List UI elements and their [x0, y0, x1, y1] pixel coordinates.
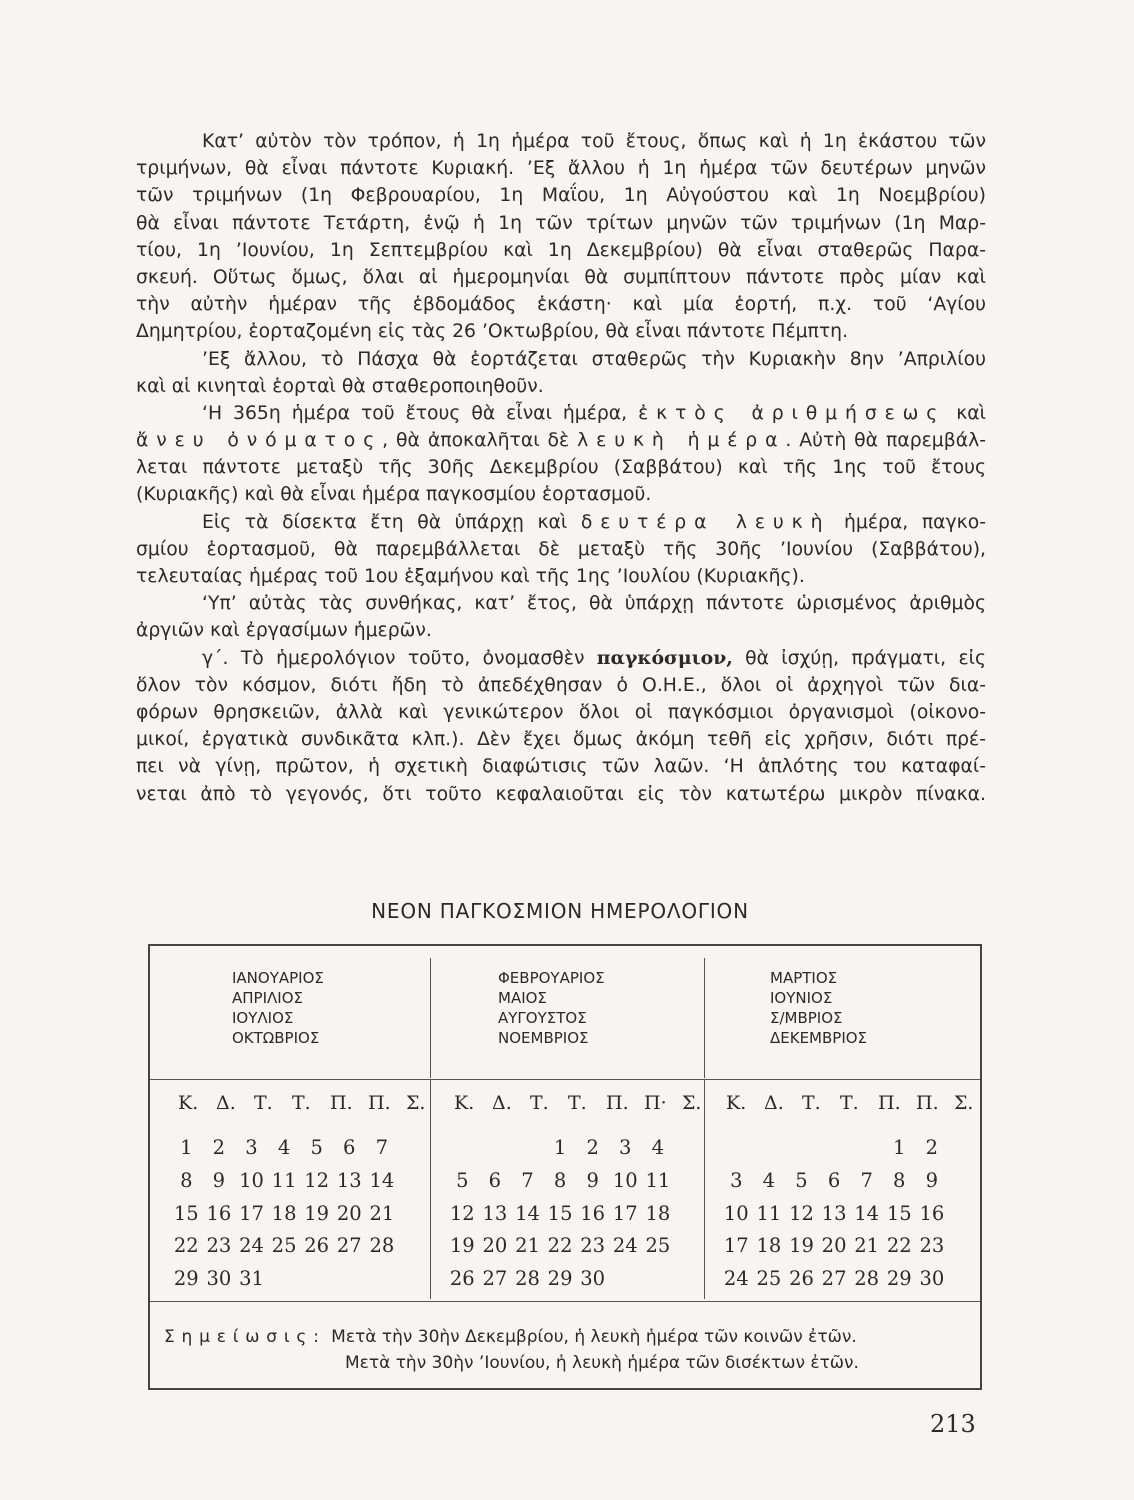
- month-name: ΑΠΡΙΛΙΟΣ: [232, 989, 303, 1007]
- page-number: 213: [930, 1410, 976, 1438]
- day-cell: 26: [304, 1234, 330, 1258]
- day-cell: 19: [789, 1234, 814, 1258]
- month-name: ΦΕΒΡΟΥΑΡΙΟΣ: [498, 969, 605, 987]
- day-cell: 11: [271, 1168, 297, 1192]
- text-line: Δημητρίου, ἑορταζομένη εἰς τὰς 26 ’Οκτωβρίου, θὰ εἶναι πάντοτε Πέμπτη.: [136, 321, 849, 343]
- text-line: μικοί, ἐργατικὰ συνδικᾶτα κλπ.). Δὲν ἔχει ὅμως ἀκόμη τεθῆ εἰς χρῆσιν, διότι πρέ-: [136, 729, 986, 751]
- text-line: τὴν αὐτὴν ἡμέραν τῆς ἑβδομάδος ἑκάστη· καὶ μία ἑορτή, π.χ. τοῦ ‘Αγίου: [136, 294, 986, 316]
- text-line: [136, 427, 986, 454]
- text-line: [136, 509, 986, 536]
- day-cell: 26: [789, 1267, 814, 1291]
- day-cell: 16: [919, 1201, 945, 1225]
- day-cell: 21: [515, 1234, 540, 1258]
- day-cell: 18: [271, 1201, 297, 1225]
- day-cell: 20: [482, 1234, 508, 1258]
- day-cell: 13: [482, 1201, 508, 1225]
- week-row: [170, 1198, 398, 1231]
- day-cell: 6: [827, 1168, 841, 1192]
- week-row: [170, 1230, 398, 1263]
- day-cell: 24: [239, 1234, 264, 1258]
- day-cell: 9: [212, 1168, 226, 1192]
- weekday-label: Κ.: [178, 1092, 199, 1114]
- header-divider: [150, 1079, 980, 1080]
- column-divider: [704, 958, 705, 1078]
- spaced-emphasis: λευκὴ ἡμέρα: [577, 430, 786, 452]
- day-cell: 9: [586, 1168, 599, 1192]
- weekday-label: Δ.: [764, 1092, 784, 1114]
- day-cell: 25: [645, 1234, 671, 1258]
- day-cell: [609, 1263, 642, 1296]
- week-row: [720, 1198, 948, 1231]
- day-cell: 5: [795, 1168, 808, 1192]
- day-cell: 4: [277, 1136, 291, 1159]
- text-line: καὶ αἱ κινηταὶ ἑορταὶ θὰ σταθεροποιηθοῦν.: [136, 375, 544, 397]
- week-row: [446, 1198, 674, 1231]
- text-line: φόρων θρησκειῶν, ἀλλὰ καὶ γενικώτερον ὅλοι οἱ παγκόσμιοι ὀργανισμοὶ (οἰκονο-: [136, 701, 986, 723]
- week-row: [170, 1165, 398, 1198]
- weekday-label: Π·: [644, 1092, 667, 1114]
- calendar-note: [164, 1324, 859, 1376]
- calendar-table: [148, 944, 982, 1390]
- text-line: τῶν τριμήνων (1η Φεβρουαρίου, 1η Μαΐου, 1η Αὐγούστου καὶ 1η Νοεμβρίου): [136, 185, 986, 207]
- day-cell: 3: [730, 1168, 743, 1192]
- day-cell: 9: [925, 1168, 939, 1192]
- day-cell: 10: [239, 1168, 264, 1192]
- month-name: ΟΚΤΩΒΡΙΟΣ: [232, 1029, 320, 1047]
- weekday-label: Π.: [368, 1092, 391, 1114]
- day-cell: 19: [304, 1201, 330, 1225]
- text-run: ‘Η 365η ἡμέρα τοῦ ἔτους θὰ εἶναι ἡμέρα,: [202, 402, 628, 424]
- day-cell: 3: [245, 1136, 258, 1159]
- day-cell: 21: [854, 1234, 880, 1258]
- text-line: τελευταίας ἡμέρας τοῦ 1ου ἑξαμήνου καὶ τῆς 1ης ’Ιουλίου (Κυριακῆς).: [136, 566, 805, 587]
- day-cell: [850, 1132, 883, 1165]
- month-name: Σ/ΜΒΡΙΟΣ: [770, 1009, 843, 1027]
- month-name: ΙΑΝΟΥΑΡΙΟΣ: [232, 969, 324, 987]
- calendar-title: ΝΕΟΝ ΠΑΓΚΟΣΜΙΟΝ ΗΜΕΡΟΛΟΓΙΟΝ: [371, 899, 749, 923]
- month-name: ΙΟΥΛΙΟΣ: [232, 1009, 294, 1027]
- day-cell: 18: [756, 1234, 782, 1258]
- spaced-emphasis: ἐκτὸς ἀριθμήσεως: [638, 402, 946, 424]
- day-cell: 4: [651, 1136, 665, 1159]
- day-cell: 22: [173, 1234, 199, 1258]
- text-line: νεται ἀπὸ τὸ γεγονός, ὅτι τοῦτο κεφαλαιοῦται εἰς τὸν κατωτέρω μικρὸν πίνακα.: [136, 783, 986, 805]
- day-cell: 15: [886, 1201, 912, 1225]
- day-cell: 8: [180, 1168, 193, 1192]
- weekday-header-2: [454, 1092, 720, 1114]
- day-cell: 17: [612, 1201, 638, 1225]
- day-cell: 4: [762, 1168, 776, 1192]
- day-cell: 27: [336, 1234, 362, 1258]
- day-cell: 18: [645, 1201, 671, 1225]
- weekday-label: Π.: [878, 1092, 901, 1114]
- weekday-header-1: [178, 1092, 444, 1114]
- day-cell: 23: [206, 1234, 232, 1258]
- day-cell: 22: [547, 1234, 573, 1258]
- weekday-label: Σ.: [682, 1092, 702, 1114]
- month-name: ΑΥΓΟΥΣΤΟΣ: [498, 1009, 587, 1027]
- day-cell: [268, 1263, 301, 1296]
- text-line: ἀργιῶν καὶ ἐργασίμων ἡμερῶν.: [136, 620, 432, 642]
- text-line: τίου, 1η ’Ιουνίου, 1η Σεπτεμβρίου καὶ 1η Δεκεμβρίου) θὰ εἶναι σταθερῶς Παρα-: [136, 239, 986, 261]
- day-cell: 14: [854, 1201, 880, 1225]
- day-cell: 28: [515, 1267, 540, 1291]
- weekday-header-3: [726, 1092, 992, 1114]
- day-cell: 22: [886, 1234, 912, 1258]
- text-line: πει νὰ γίνῃ, πρῶτον, ἡ σχετικὴ διαφώτισις τῶν λαῶν. ‘Η ἁπλότης του καταφαί-: [136, 756, 986, 778]
- day-cell: 11: [756, 1201, 782, 1225]
- month-group-1: [232, 968, 324, 1048]
- text-line: τριμήνων, θὰ εἶναι πάντοτε Κυριακή. ’Εξ ἄλλου ἡ 1η ἡμέρα τῶν δευτέρων μηνῶν: [136, 158, 986, 180]
- text-line: Κατ’ αὐτὸν τὸν τρόπον, ἡ 1η ἡμέρα τοῦ ἔτους, ὅπως καὶ ἡ 1η ἑκάστου τῶν: [202, 131, 986, 152]
- day-cell: [366, 1263, 399, 1296]
- text-run: . Αὐτὴ θὰ παρεμβάλ-: [785, 430, 986, 452]
- bold-term: παγκόσμιον,: [596, 646, 733, 669]
- text-run: γ΄. Τὸ ἡμερολόγιον τοῦτο, ὀνομασθὲν: [202, 647, 585, 669]
- day-cell: 13: [336, 1168, 362, 1192]
- day-cell: 8: [893, 1168, 906, 1192]
- day-cell: 1: [893, 1136, 906, 1159]
- day-cell: 28: [854, 1267, 880, 1291]
- day-cell: 1: [553, 1136, 567, 1159]
- day-cell: 29: [886, 1267, 912, 1291]
- day-cell: 30: [206, 1267, 232, 1291]
- day-cell: 20: [821, 1234, 847, 1258]
- day-cell: 13: [821, 1201, 847, 1225]
- month-name: ΔΕΚΕΜΒΡΙΟΣ: [770, 1029, 868, 1047]
- week-row: [446, 1132, 674, 1165]
- week-row: [446, 1165, 674, 1198]
- day-cell: 5: [310, 1136, 323, 1159]
- note-line: [164, 1324, 859, 1350]
- weekday-label: Π.: [916, 1092, 939, 1114]
- day-cell: 14: [369, 1168, 395, 1192]
- month-name: ΜΑΙΟΣ: [498, 989, 547, 1007]
- weekday-label: Σ.: [954, 1092, 974, 1114]
- text-run: ἡμέρα, παγκο-: [844, 511, 986, 533]
- week-row: [446, 1230, 674, 1263]
- text-line: σμίου ἑορτασμοῦ, θὰ παρεμβάλλεται δὲ μεταξὺ τῆς 30ῆς ’Ιουνίου (Σαββάτου),: [136, 538, 986, 560]
- day-cell: 6: [488, 1168, 502, 1192]
- week-row: [170, 1263, 398, 1296]
- weekday-label: Σ.: [406, 1092, 426, 1114]
- weekday-label: Τ.: [254, 1092, 273, 1114]
- text-run: θὰ ἰσχύῃ, πράγματι, εἰς: [745, 647, 986, 669]
- day-cell: 21: [369, 1201, 395, 1225]
- column-divider: [430, 958, 431, 1078]
- week-row: [446, 1263, 674, 1296]
- text-line: ’Εξ ἄλλου, τὸ Πάσχα θὰ ἑορτάζεται σταθερῶς τὴν Κυριακὴν 8ην ’Απριλίου: [202, 348, 986, 370]
- day-cell: 23: [580, 1234, 606, 1258]
- text-run: καὶ: [956, 402, 986, 424]
- month-group-2: [498, 968, 605, 1048]
- day-cell: 12: [449, 1201, 475, 1225]
- week-row: [170, 1132, 398, 1165]
- day-cell: 25: [271, 1234, 297, 1258]
- day-cell: 2: [212, 1136, 226, 1159]
- note-text: Μετὰ τὴν 30ὴν Δεκεμβρίου, ἡ λευκὴ ἡμέρα τῶν κοινῶν ἐτῶν.: [331, 1327, 857, 1347]
- day-cell: [785, 1132, 818, 1165]
- text-line: σκευή. Οὕτως ὅμως, ὅλαι αἱ ἡμερομηνίαι θὰ συμπίπτουν πάντοτε πρὸς μίαν καὶ: [136, 266, 986, 288]
- day-cell: 16: [580, 1201, 606, 1225]
- day-cell: 10: [612, 1168, 638, 1192]
- day-cell: 29: [173, 1267, 199, 1291]
- day-cell: 8: [553, 1168, 567, 1192]
- day-cell: 2: [925, 1136, 939, 1159]
- day-cell: 12: [304, 1168, 330, 1192]
- text-run: , θὰ ἀποκαλῆται δὲ: [382, 430, 570, 452]
- day-cell: 5: [456, 1168, 469, 1192]
- text-line: θὰ εἶναι πάντοτε Τετάρτη, ἐνῷ ἡ 1η τῶν τρίτων μηνῶν τῶν τριμήνων (1η Μαρ-: [136, 212, 986, 234]
- text-line: ὅλον τὸν κόσμον, διότι ἤδη τὸ ἀπεδέχθησαν ὁ Ο.Η.Ε., ὅλοι οἱ ἀρχηγοὶ τῶν δια-: [136, 674, 986, 696]
- day-cell: 15: [547, 1201, 573, 1225]
- weekday-label: Τ.: [292, 1092, 311, 1114]
- day-cell: 16: [206, 1201, 232, 1225]
- weekday-label: Δ.: [216, 1092, 236, 1114]
- day-cell: [300, 1263, 333, 1296]
- text-line: ‘Υπ’ αὐτὰς τὰς συνθήκας, κατ’ ἔτος, θὰ ὑπάρχῃ πάντοτε ὡρισμένος ἀριθμὸς: [202, 593, 986, 615]
- month-name: ΙΟΥΝΙΟΣ: [770, 989, 833, 1007]
- day-cell: 1: [180, 1136, 193, 1159]
- day-cell: [753, 1132, 786, 1165]
- day-cell: 26: [449, 1267, 475, 1291]
- day-cell: [642, 1263, 675, 1296]
- text-line: [136, 645, 986, 672]
- day-cell: 14: [515, 1201, 540, 1225]
- week-row: [720, 1165, 948, 1198]
- day-cell: 20: [336, 1201, 362, 1225]
- day-cell: 19: [449, 1234, 475, 1258]
- day-cell: 17: [239, 1201, 264, 1225]
- day-cell: 11: [645, 1168, 671, 1192]
- day-cell: [720, 1132, 753, 1165]
- day-cell: 12: [789, 1201, 814, 1225]
- day-cell: [446, 1132, 479, 1165]
- day-grid-1: [170, 1132, 398, 1296]
- day-cell: [479, 1132, 512, 1165]
- day-cell: 23: [919, 1234, 945, 1258]
- day-grid-3: [720, 1132, 948, 1296]
- day-cell: 31: [239, 1267, 264, 1291]
- day-cell: [333, 1263, 366, 1296]
- weekday-label: Π.: [606, 1092, 629, 1114]
- day-cell: 7: [860, 1168, 873, 1192]
- day-cell: 17: [723, 1234, 749, 1258]
- text-line: [136, 400, 986, 427]
- week-row: [720, 1263, 948, 1296]
- weekday-label: Δ.: [492, 1092, 512, 1114]
- day-cell: 27: [482, 1267, 508, 1291]
- day-cell: [818, 1132, 851, 1165]
- weekday-label: Τ.: [802, 1092, 821, 1114]
- day-cell: 2: [586, 1136, 599, 1159]
- text-line: λεται πάντοτε μεταξὺ τῆς 30ῆς Δεκεμβρίου (Σαββάτου) καὶ τῆς 1ης τοῦ ἔτους: [136, 457, 986, 479]
- note-line: Μετὰ τὴν 30ὴν ’Ιουνίου, ἡ λευκὴ ἡμέρα τῶν δισέκτων ἐτῶν.: [345, 1353, 859, 1373]
- body-text: [136, 128, 986, 808]
- text-run: Εἰς τὰ δίσεκτα ἔτη θὰ ὑπάρχῃ καὶ: [202, 511, 568, 533]
- spaced-emphasis: δευτέρα λευκὴ: [580, 511, 831, 533]
- day-cell: 28: [369, 1234, 395, 1258]
- month-name: ΜΑΡΤΙΟΣ: [770, 969, 838, 987]
- day-cell: 27: [821, 1267, 847, 1291]
- month-group-3: [770, 968, 867, 1048]
- day-cell: 29: [547, 1267, 573, 1291]
- day-cell: 30: [919, 1267, 945, 1291]
- week-row: [720, 1230, 948, 1263]
- text-line: (Κυριακῆς) καὶ θὰ εἶναι ἡμέρα παγκοσμίου ἑορτασμοῦ.: [136, 484, 652, 506]
- day-cell: 24: [723, 1267, 749, 1291]
- day-cell: 10: [723, 1201, 749, 1225]
- footer-divider: [150, 1301, 980, 1302]
- week-row: [720, 1132, 948, 1165]
- month-name: ΝΟΕΜΒΡΙΟΣ: [498, 1029, 589, 1047]
- day-cell: 15: [173, 1201, 199, 1225]
- day-cell: 25: [756, 1267, 782, 1291]
- day-cell: 7: [521, 1168, 534, 1192]
- weekday-label: Κ.: [726, 1092, 747, 1114]
- day-cell: 24: [612, 1234, 638, 1258]
- note-label: Σημείωσις:: [164, 1327, 326, 1347]
- spaced-emphasis: ἄνευ ὀνόματος: [136, 430, 383, 452]
- day-cell: 7: [375, 1136, 389, 1159]
- weekday-label: Τ.: [530, 1092, 549, 1114]
- day-cell: 6: [343, 1136, 356, 1159]
- day-cell: [511, 1132, 544, 1165]
- weekday-label: Τ.: [568, 1092, 587, 1114]
- weekday-label: Κ.: [454, 1092, 475, 1114]
- day-cell: 30: [580, 1267, 606, 1291]
- day-grid-2: [446, 1132, 674, 1296]
- day-cell: 3: [619, 1136, 632, 1159]
- weekday-label: Π.: [330, 1092, 353, 1114]
- weekday-label: Τ.: [840, 1092, 859, 1114]
